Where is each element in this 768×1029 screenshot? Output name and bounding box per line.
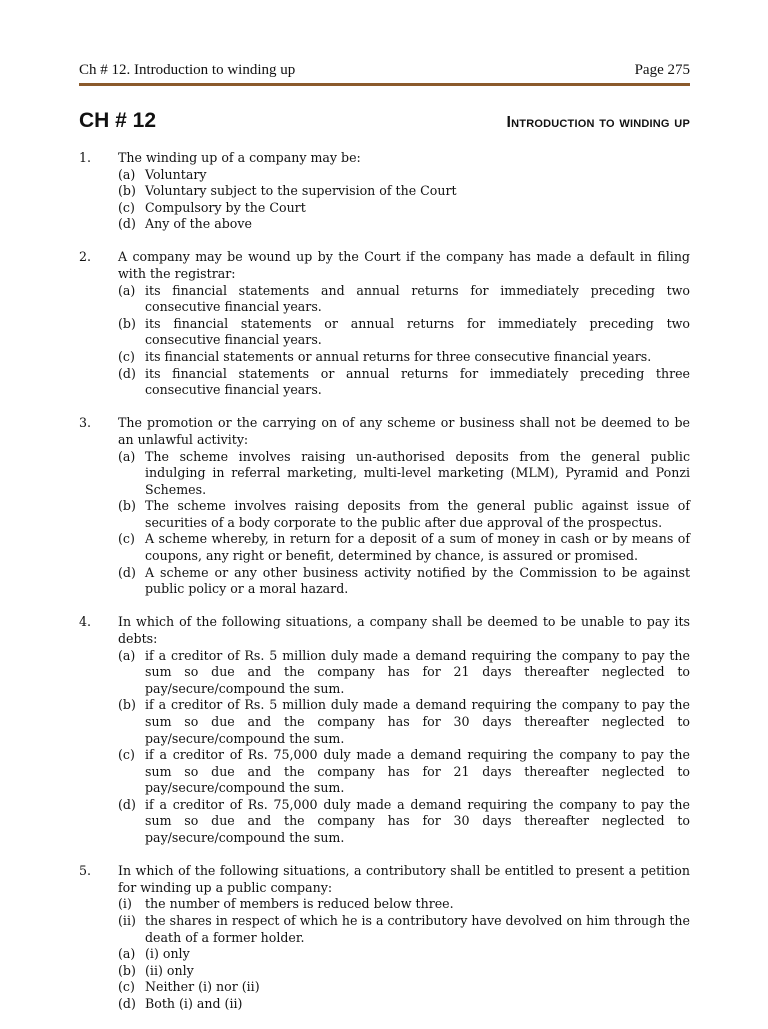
option-text: Neither (i) nor (ii) (145, 979, 260, 995)
option-label: (c) (118, 979, 135, 995)
option-label: (a) (118, 448, 136, 464)
option-label: (b) (118, 697, 136, 713)
option (118, 449, 690, 499)
question-number: 1. (79, 150, 92, 165)
option (118, 183, 690, 200)
option-label: (a) (118, 166, 136, 182)
option-label: (b) (118, 962, 136, 978)
question-3 (79, 415, 690, 598)
question-number: 2. (79, 249, 92, 265)
option-label: (b) (118, 498, 136, 514)
chapter-heading (79, 109, 690, 133)
chapter-number: CH # 12 (79, 109, 157, 132)
option-label: (ii) (118, 912, 136, 928)
option-label: (c) (118, 199, 135, 215)
question-number: 4. (79, 614, 92, 630)
option-text: Compulsory by the Court (145, 199, 306, 215)
option-text: if a creditor of Rs. 75,000 duly made a demand requiring the company to pay the sum so due and the company has for 30 days thereafter neglected to pay/secure/compound the sum. (145, 796, 690, 846)
option-text: its financial statements or annual returns for immediately preceding three consecutive financial years. (145, 365, 690, 398)
header-chapter-label: Ch # 12. Introduction to winding up (79, 62, 296, 78)
option-label: (b) (118, 315, 136, 331)
option (118, 896, 690, 913)
page-number: Page 275 (634, 62, 690, 78)
option (118, 167, 690, 184)
option-text: The scheme involves raising deposits from the general public against issue of securities of a body corporate to the public after due approval of the prospectus. (145, 498, 690, 530)
option-text: if a creditor of Rs. 5 million duly made a demand requiring the company to pay the sum so due and the company has for 30 days thereafter neglected to pay/secure/compound the sum. (145, 697, 690, 746)
option-text: Voluntary (145, 166, 207, 182)
question-1 (79, 150, 690, 233)
option-text: if a creditor of Rs. 75,000 duly made a demand requiring the company to pay the sum so due and the company has for 21 days thereafter neglected to pay/secure/compound the sum. (145, 747, 690, 796)
option (118, 349, 690, 366)
option-text: its financial statements or annual returns for three consecutive financial years. (145, 349, 652, 365)
option (118, 797, 690, 847)
question-list (79, 150, 690, 1029)
option (118, 531, 690, 564)
option (118, 946, 690, 963)
option (118, 200, 690, 217)
option-text: A scheme whereby, in return for a deposit of a sum of money in cash or by means of coupons, any right or benefit, determined by chance, is assured or promised. (145, 531, 690, 564)
question-number: 5. (79, 863, 92, 879)
option-text: A scheme or any other business activity notified by the Commission to be against public policy or a moral hazard. (145, 564, 690, 597)
option-label: (d) (118, 995, 136, 1011)
running-header (79, 62, 690, 86)
option (118, 316, 690, 349)
option-text: its financial statements or annual returns for immediately preceding two consecutive financial years. (145, 315, 690, 348)
question-text: In which of the following situations, a company shall be deemed to be unable to pay its debts: (118, 614, 690, 646)
option (118, 216, 690, 233)
option-text: the shares in respect of which he is a contributory have devolved on him through the death of a former holder. (145, 912, 690, 945)
question-text: A company may be wound up by the Court if the company has made a default in filing with the registrar: (118, 249, 690, 282)
option (118, 996, 690, 1013)
option-label: (a) (118, 282, 136, 298)
question-2 (79, 249, 690, 398)
option (118, 913, 690, 946)
option-label: (d) (118, 216, 136, 232)
option-label: (d) (118, 365, 136, 381)
option (118, 963, 690, 980)
question-4 (79, 614, 690, 846)
option-text: Any of the above (145, 216, 252, 232)
question-text: The promotion or the carrying on of any scheme or business shall not be deemed to be an unlawful activity: (118, 415, 690, 447)
option-text: The scheme involves raising un-authorised deposits from the general public indulging in referral marketing, multi-level marketing (MLM), Pyramid and Ponzi Schemes. (145, 448, 690, 497)
option-label: (d) (118, 796, 136, 812)
option (118, 498, 690, 531)
option (118, 747, 690, 797)
option-label: (c) (118, 349, 135, 365)
option (118, 565, 690, 598)
option (118, 648, 690, 698)
option-label: (c) (118, 531, 135, 547)
option-label: (a) (118, 946, 136, 962)
chapter-title: Introduction to winding up (506, 114, 690, 131)
option-label: (i) (118, 896, 132, 912)
question-text: In which of the following situations, a contributory shall be entitled to present a petition for winding up a public company: (118, 863, 690, 895)
question-number: 3. (79, 415, 92, 431)
question-5 (79, 863, 690, 1012)
option (118, 283, 690, 316)
option-label: (d) (118, 564, 136, 580)
option-text: (ii) only (145, 962, 194, 978)
option-text: the number of members is reduced below three. (145, 896, 454, 912)
option-text: if a creditor of Rs. 5 million duly made a demand requiring the company to pay the sum so due and the company has for 21 days thereafter neglected to pay/secure/compound the sum. (145, 647, 690, 696)
option-text: (i) only (145, 946, 190, 962)
option-label: (b) (118, 183, 136, 199)
question-text: The winding up of a company may be: (118, 150, 361, 165)
option-text: Voluntary subject to the supervision of the Court (145, 183, 457, 199)
option-text: Both (i) and (ii) (145, 995, 243, 1011)
option-label: (a) (118, 647, 136, 663)
option (118, 697, 690, 747)
option (118, 366, 690, 399)
option (118, 979, 690, 996)
option-text: its financial statements and annual returns for immediately preceding two consecutive financial years. (145, 282, 690, 315)
option-label: (c) (118, 747, 135, 763)
